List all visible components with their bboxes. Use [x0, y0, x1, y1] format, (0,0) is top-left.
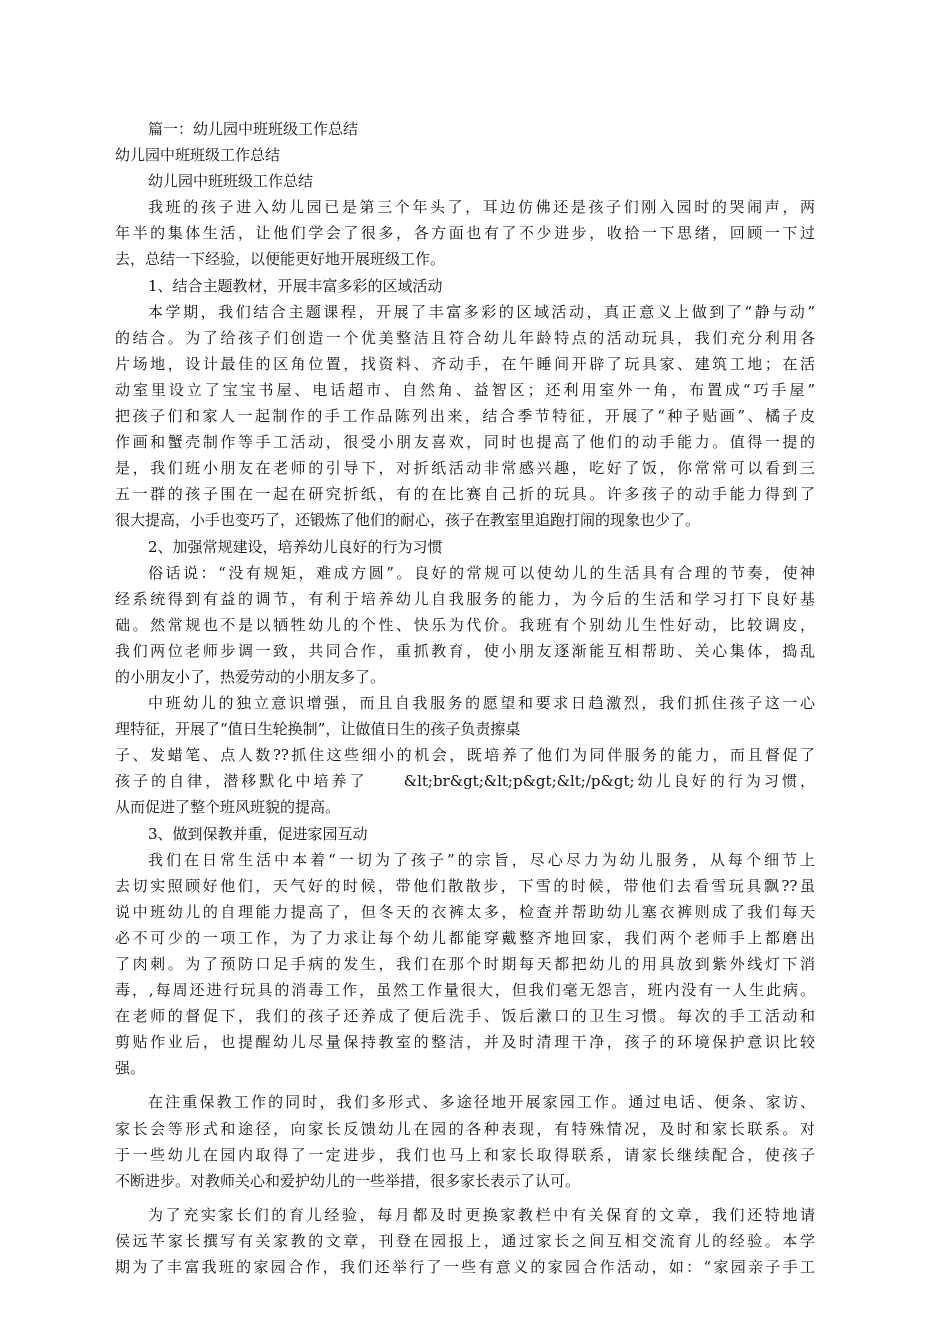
- text-line: 不断进步。对教师关心和爱护幼儿的一些举措，很多家长表示了认可。: [115, 1171, 581, 1190]
- text-line: 在老师的督促下，我们的孩子还养成了便后洗手、饭后漱口的卫生习惯。每次的手工活动和: [115, 1007, 815, 1026]
- text-line: 幼儿园中班班级工作总结: [115, 146, 281, 165]
- text-line: 五一群的孩子围在一起在研究折纸，有的在比赛自己折的玩具。许多孩子的动手能力得到了: [115, 485, 815, 504]
- text-line: 于一些幼儿在园内取得了一定进步，我们也马上和家长取得联系，请家长继续配合，使孩子: [115, 1145, 815, 1164]
- text-line: 我们在日常生活中本着“一切为了孩子”的宗旨，尽心尽力为幼儿服务，从每个细节上: [148, 850, 815, 869]
- text-line: 去，总结一下经验，以便能更好地开展班级工作。: [115, 250, 446, 269]
- text-line: 必不可少的一项工作，为了力求让每个幼儿都能穿戴整齐地回家，我们两个老师手上都磨出: [115, 928, 815, 947]
- text-line: 期为了丰富我班的家园合作，我们还举行了一些有意义的家园合作活动，如：“家园亲子手工: [115, 1258, 815, 1277]
- text-line: 动室里设立了宝宝书屋、电话超市、自然角、益智区；还利用室外一角，布置成“巧手屋”: [115, 380, 815, 399]
- text-line: 侯远芊家长撰写有关家教的文章，刊登在园报上，通过家长之间互相交流育儿的经验。本学: [115, 1231, 815, 1250]
- text-line: 片场地，设计最佳的区角位置，找资料、齐动手，在午睡间开辟了玩具家、建筑工地；在活: [115, 354, 815, 373]
- text-line: 我们两位老师步调一致，共同合作，重抓教育，使小朋友逐渐能互相帮助、关心集体，捣乱: [115, 641, 815, 660]
- text-line: 在注重保教工作的同时，我们多形式、多途径地开展家园工作。通过电话、便条、家访、: [148, 1093, 815, 1112]
- text-line: 是，我们班小朋友在老师的引导下，对折纸活动非常感兴趣，吃好了饭，你常常可以看到三: [115, 459, 815, 478]
- text-line: 了肉刺。为了预防口足手病的发生，我们在那个时期每天都把幼儿的用具放到紫外线灯下消: [115, 955, 815, 973]
- text-line: 的小朋友小了，热爱劳动的小朋友多了。: [115, 667, 386, 686]
- text-line: 毒，,每周还进行玩具的消毒工作，虽然工作量很大，但我们毫无怨言，班内没有一人生此病。: [115, 981, 815, 1000]
- text-line: 孩子的自律，潜移默化中培养了 &lt;br&gt;&lt;p&gt;&lt;/p&gt;幼儿良好的行为习惯，: [115, 772, 815, 791]
- text-line: 我班的孩子进入幼儿园已是第三个年头了，耳边仿佛还是孩子们刚入园时的哭闹声，两: [148, 198, 815, 217]
- text-line: 去切实照顾好他们，天气好的时候，带他们散散步，下雪的时候，带他们去看雪玩具飘??虽: [115, 876, 815, 895]
- text-line: 为了充实家长们的育儿经验，每月都及时更换家教栏中有关保育的文章，我们还特地请: [148, 1205, 815, 1224]
- text-line: 1、结合主题教材，开展丰富多彩的区域活动: [148, 276, 443, 295]
- text-line: 俗话说：“没有规矩，难成方圆”。良好的常规可以使幼儿的生活具有合理的节奏，使神: [148, 563, 815, 582]
- text-line: 经系统得到有益的调节，有利于培养幼儿自我服务的能力，为今后的生活和学习打下良好基: [115, 589, 815, 608]
- text-line: 3、做到保教并重，促进家园互动: [148, 824, 368, 843]
- text-line: 本学期，我们结合主题课程，开展了丰富多彩的区域活动，真正意义上做到了“静与动”: [148, 302, 815, 321]
- text-line: 理特征，开展了“值日生轮换制”，让做值日生的孩子负责擦桌: [115, 720, 521, 739]
- text-line: 年半的集体生活，让他们学会了很多，各方面也有了不少进步，收拾一下思绪，回顾一下过: [115, 224, 815, 243]
- text-line: 础。然常规也不是以牺牲幼儿的个性、快乐为代价。我班有个别幼儿生性好动，比较调皮，: [115, 615, 815, 634]
- text-line: 剪贴作业后，也提醒幼儿尽量保持教室的整洁，并及时清理干净，孩子的环境保护意识比较: [115, 1033, 815, 1052]
- text-line: 说中班幼儿的自理能力提高了，但冬天的衣裤太多，检查并帮助幼儿塞衣裤则成了我们每天: [115, 902, 815, 921]
- text-line: 很大提高，小手也变巧了，还锻炼了他们的耐心，孩子在教室里追跑打闹的现象也少了。: [115, 511, 701, 530]
- text-line: 家长会等形式和途径，向家长反馈幼儿在园的各种表现，有特殊情况，及时和家长联系。对: [115, 1119, 815, 1138]
- text-line: 的结合。为了给孩子们创造一个优美整洁且符合幼儿年龄特点的活动玩具，我们充分利用各: [115, 328, 815, 347]
- text-line: 子、发蜡笔、点人数??抓住这些细小的机会，既培养了他们为同伴服务的能力，而且督促了: [115, 746, 815, 765]
- text-line: 幼儿园中班班级工作总结: [148, 172, 314, 191]
- text-line: 从而促进了整个班风班貌的提高。: [115, 798, 341, 817]
- text-line: 作画和蟹壳制作等手工活动，很受小朋友喜欢，同时也提高了他们的动手能力。值得一提的: [115, 433, 815, 452]
- text-line: 2、加强常规建设，培养幼儿良好的行为习惯: [148, 537, 443, 556]
- document-heading: 篇一：幼儿园中班班级工作总结: [148, 120, 359, 138]
- document-body: [115, 116, 815, 1280]
- text-line: 强。: [115, 1059, 146, 1078]
- text-line: 中班幼儿的独立意识增强，而且自我服务的愿望和要求日趋激烈，我们抓住孩子这一心: [148, 694, 815, 713]
- text-line: 把孩子们和家人一起制作的手工作品陈列出来，结合季节特征，开展了“种子贴画”、橘子皮: [115, 407, 815, 426]
